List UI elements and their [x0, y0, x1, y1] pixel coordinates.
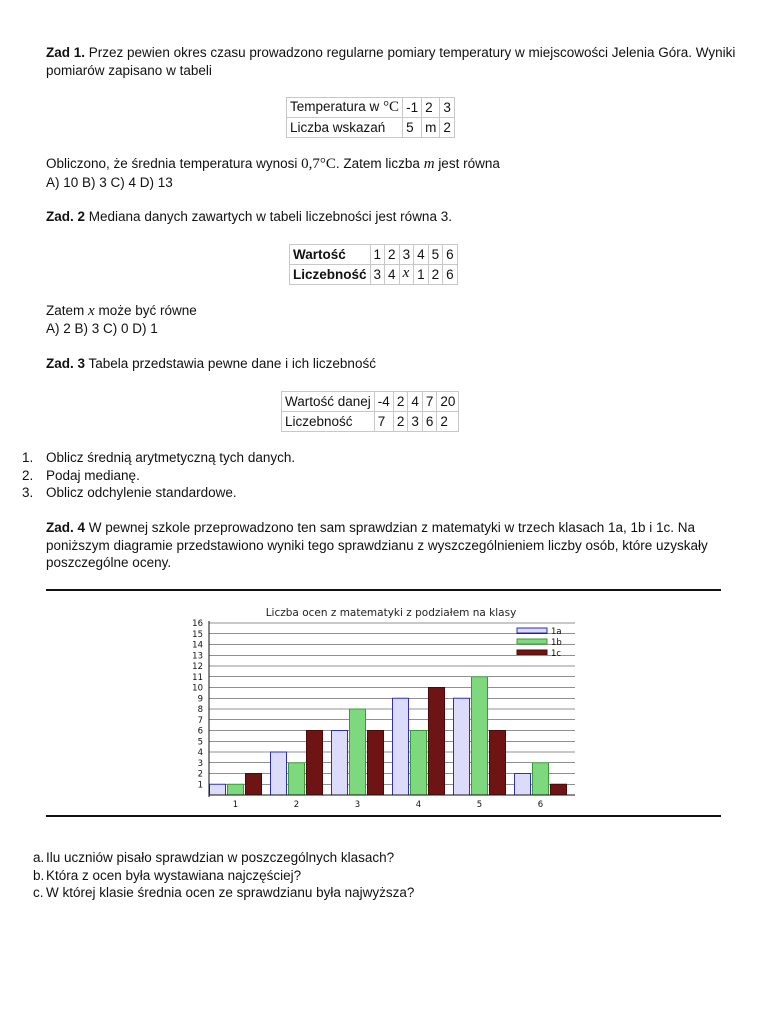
- bar-1b-3: [350, 709, 366, 795]
- y-tick-label: 15: [192, 629, 203, 640]
- bar-1c-1: [246, 774, 262, 796]
- table-cell: m: [422, 118, 440, 138]
- zad1-intro: Zad 1. Przez pewien okres czasu prowadzono regularne pomiary temperatury w miejscowości Jelenia Góra. Wyniki pomiarów zapisano w tabeli: [46, 45, 736, 78]
- y-tick-label: 10: [192, 683, 203, 694]
- table-cell: 2: [422, 98, 440, 118]
- zad2-row1-label: Wartość: [290, 245, 371, 265]
- y-tick-label: 1: [197, 780, 203, 791]
- list-item: a. Ilu uczniów pisało sprawdzian w poszczególnych klasach?: [33, 850, 395, 865]
- legend-label-1a: 1a: [551, 627, 562, 637]
- zad3-text: Zad. 3 Tabela przedstawia pewne dane i ich liczebność: [46, 356, 376, 371]
- y-tick-label: 14: [192, 640, 203, 651]
- list-item: c. W której klasie średnia ocen ze sprawdzianu była najwyższa?: [33, 885, 415, 900]
- table-cell: 5: [403, 118, 422, 138]
- table-cell: 6: [443, 265, 458, 285]
- table-cell: 2: [393, 412, 408, 432]
- table-cell: 5: [428, 245, 443, 265]
- y-tick-label: 13: [192, 651, 203, 662]
- zad2-text: Zad. 2 Mediana danych zawartych w tabeli liczebności jest równa 3.: [46, 209, 452, 224]
- x-tick-label: 1: [232, 800, 239, 810]
- table-cell: 2: [437, 412, 459, 432]
- zad2-table: [289, 244, 458, 285]
- table-cell: x: [399, 265, 414, 285]
- bar-1a-2: [271, 752, 287, 795]
- bar-1c-6: [551, 784, 567, 795]
- legend-swatch-1c: [517, 650, 547, 655]
- bar-1c-4: [429, 688, 445, 796]
- bar-1c-2: [307, 731, 323, 796]
- table-cell: 2: [385, 245, 400, 265]
- table-cell: 20: [437, 392, 459, 412]
- bar-1a-4: [393, 698, 409, 795]
- y-tick-label: 4: [197, 748, 203, 758]
- zad1-row2-label: Liczba wskazań: [287, 118, 403, 138]
- bar-1b-5: [472, 677, 488, 795]
- bar-1a-5: [454, 698, 470, 795]
- legend-label-1b: 1b: [551, 638, 562, 648]
- y-tick-label: 7: [197, 715, 203, 726]
- zad3-row2-label: Liczebność: [282, 412, 375, 432]
- table-cell: 6: [443, 245, 458, 265]
- y-tick-label: 3: [197, 758, 203, 769]
- table-cell: 3: [440, 98, 455, 118]
- legend-swatch-1b: [517, 639, 547, 644]
- zad1-row1-label: Temperatura w °C: [287, 98, 403, 118]
- y-tick-label: 16: [192, 619, 203, 629]
- table-cell: 4: [408, 392, 423, 412]
- x-tick-label: 2: [293, 800, 300, 810]
- table-cell: 1: [414, 265, 429, 285]
- zad3-table: [281, 391, 459, 432]
- x-tick-label: 6: [537, 800, 544, 810]
- y-tick-label: 5: [197, 737, 203, 748]
- bar-1a-3: [332, 731, 348, 796]
- table-cell: 3: [370, 265, 385, 285]
- y-tick-label: 2: [197, 769, 203, 780]
- table-cell: 4: [414, 245, 429, 265]
- zad2-question: Zatem x może być równe: [46, 303, 197, 319]
- table-cell: 7: [374, 412, 393, 432]
- y-tick-label: 11: [192, 672, 203, 683]
- table-cell: 2: [440, 118, 455, 138]
- table-cell: 7: [422, 392, 437, 412]
- table-cell: 3: [399, 245, 414, 265]
- zad4-question-list: [33, 849, 414, 902]
- table-cell: 2: [393, 392, 408, 412]
- bar-1b-1: [228, 784, 244, 795]
- divider: [46, 815, 721, 817]
- zad1-table: [286, 97, 455, 138]
- zad4-text: Zad. 4 W pewnej szkole przeprowadzono ten sam sprawdzian z matematyki w trzech klasach 1a, 1b i 1c. Na poniższym diagramie przedstawiono wyniki tego sprawdzianu z wyszczególnieniem liczby osób, które uzyskały poszczególne oceny.: [46, 520, 708, 570]
- list-item: 2. Podaj medianę.: [22, 467, 140, 483]
- bar-1a-1: [210, 784, 226, 795]
- table-cell: 6: [422, 412, 437, 432]
- table-cell: 2: [428, 265, 443, 285]
- table-cell: 4: [385, 265, 400, 285]
- y-tick-label: 9: [197, 694, 203, 705]
- list-item: 1. Oblicz średnią arytmetyczną tych danych.: [22, 450, 296, 465]
- zad3-task-list: [22, 449, 295, 502]
- zad2-row2-label: Liczebność: [290, 265, 371, 285]
- bar-1b-2: [289, 763, 305, 795]
- y-tick-label: 6: [197, 726, 203, 737]
- bar-chart: [191, 604, 577, 812]
- divider: [46, 589, 721, 591]
- legend-swatch-1a: [517, 628, 547, 633]
- bar-1b-4: [411, 731, 427, 796]
- bar-1a-6: [515, 774, 531, 796]
- legend-label-1c: 1c: [551, 649, 562, 659]
- bar-1c-3: [368, 731, 384, 796]
- y-tick-label: 12: [192, 662, 203, 672]
- x-tick-label: 5: [476, 800, 483, 810]
- x-tick-label: 3: [354, 800, 361, 810]
- zad3-row1-label: Wartość danej: [282, 392, 375, 412]
- list-item: 3. Oblicz odchylenie standardowe.: [22, 485, 237, 500]
- bar-1b-6: [533, 763, 549, 795]
- chart-title: Liczba ocen z matematyki z podziałem na klasy: [265, 607, 517, 619]
- zad1-answers: A) 10 B) 3 C) 4 D) 13: [46, 175, 173, 190]
- y-tick-label: 8: [197, 705, 203, 715]
- bar-1c-5: [490, 731, 506, 796]
- table-cell: -4: [374, 392, 393, 412]
- x-tick-label: 4: [415, 800, 422, 810]
- table-cell: -1: [403, 98, 422, 118]
- list-item: b. Która z ocen była wystawiana najczęściej?: [33, 867, 302, 883]
- zad2-answers: A) 2 B) 3 C) 0 D) 1: [46, 321, 158, 336]
- table-cell: 3: [408, 412, 423, 432]
- table-cell: 1: [370, 245, 385, 265]
- zad1-question: Obliczono, że średnia temperatura wynosi 0,7°C. Zatem liczba m jest równa: [46, 156, 500, 172]
